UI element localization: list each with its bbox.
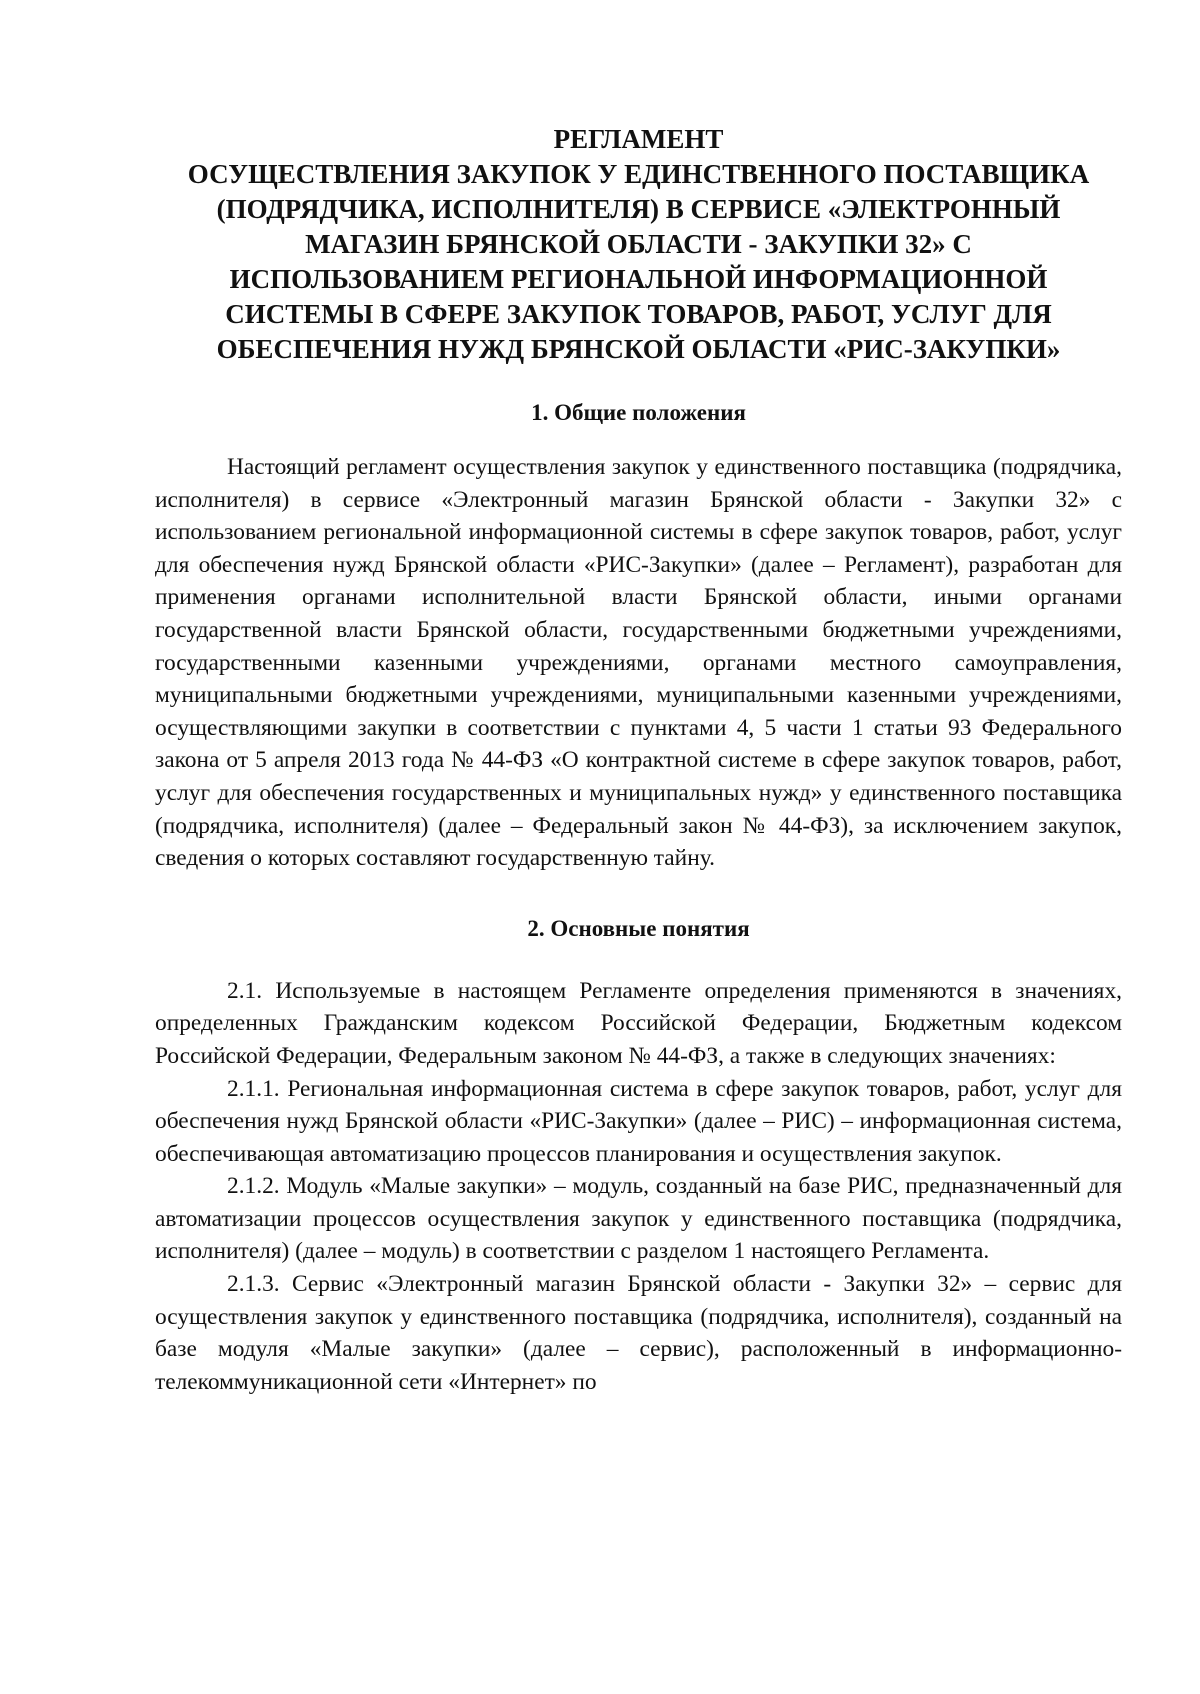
section-basic-concepts	[155, 913, 1122, 1399]
title-line: ИСПОЛЬЗОВАНИЕМ РЕГИОНАЛЬНОЙ ИНФОРМАЦИОННОЙ	[229, 264, 1048, 294]
paragraph: 2.1.2. Модуль «Малые закупки» – модуль, созданный на базе РИС, предназначенный для автоматизации процессов осуществления закупок у единственного поставщика (подрядчика, исполнителя) (далее – модуль) в соответствии с разделом 1 настоящего Регламента.	[155, 1173, 1122, 1265]
paragraph: 2.1.1. Региональная информационная система в сфере закупок товаров, работ, услуг для обеспечения нужд Брянской области «РИС-Закупки» (далее – РИС) – информационная система, обеспечивающая автоматизацию процессов планирования и осуществления закупок.	[155, 1075, 1122, 1167]
title-line: СИСТЕМЫ В СФЕРЕ ЗАКУПОК ТОВАРОВ, РАБОТ, УСЛУГ ДЛЯ	[225, 299, 1052, 329]
title-line: РЕГЛАМЕНТ	[553, 124, 724, 154]
section-heading: 2. Основные понятия	[527, 915, 750, 941]
title-line: ОСУЩЕСТВЛЕНИЯ ЗАКУПОК У ЕДИНСТВЕННОГО ПОСТАВЩИКА	[187, 159, 1090, 189]
section-general-provisions	[155, 397, 1122, 875]
title-line: ОБЕСПЕЧЕНИЯ НУЖД БРЯНСКОЙ ОБЛАСТИ «РИС-ЗАКУПКИ»	[216, 334, 1061, 364]
document-title	[155, 122, 1122, 367]
section-heading: 1. Общие положения	[531, 400, 746, 425]
paragraph: Настоящий регламент осуществления закупок у единственного поставщика (подрядчика, исполнителя) в сервисе «Электронный магазин Брянской области - Закупки 32» с использованием региональной информационной системы в сфере закупок товаров, работ, услуг для обеспечения нужд Брянской области «РИС-Закупки» (далее – Регламент), разработан для применения органами исполнительной власти Брянской области, иными органами государственной власти Брянской области, государственными бюджетными учреждениями, государственными казенными учреждениями, органами местного самоуправления, муниципальными бюджетными учреждениями, муниципальными казенными учреждениями, осуществляющими закупки в соответствии с пунктами 4, 5 части 1 статьи 93 Федерального закона от 5 апреля 2013 года № 44-ФЗ «О контрактной системе в сфере закупок товаров, работ, услуг для обеспечения государственных и муниципальных нужд» у единственного поставщика (подрядчика, исполнителя) (далее – Федеральный закон № 44-ФЗ), за исключением закупок, сведения о которых составляют государственную тайну.	[155, 454, 1122, 872]
paragraph: 2.1.3. Сервис «Электронный магазин Брянской области - Закупки 32» – сервис для осуществления закупок у единственного поставщика (подрядчика, исполнителя), созданный на базе модуля «Малые закупки» (далее – сервис), расположенный в информационно-телекоммуникационной сети «Интернет» по	[155, 1271, 1122, 1395]
document-content	[155, 122, 1122, 1398]
title-line: МАГАЗИН БРЯНСКОЙ ОБЛАСТИ - ЗАКУПКИ 32» С	[305, 229, 972, 259]
paragraph: 2.1. Используемые в настоящем Регламенте определения применяются в значениях, определенных Гражданским кодексом Российской Федерации, Бюджетным кодексом Российской Федерации, Федеральным законом № 44-ФЗ, а также в следующих значениях:	[155, 977, 1122, 1069]
title-line: (ПОДРЯДЧИКА, ИСПОЛНИТЕЛЯ) В СЕРВИСЕ «ЭЛЕКТРОННЫЙ	[216, 194, 1061, 224]
